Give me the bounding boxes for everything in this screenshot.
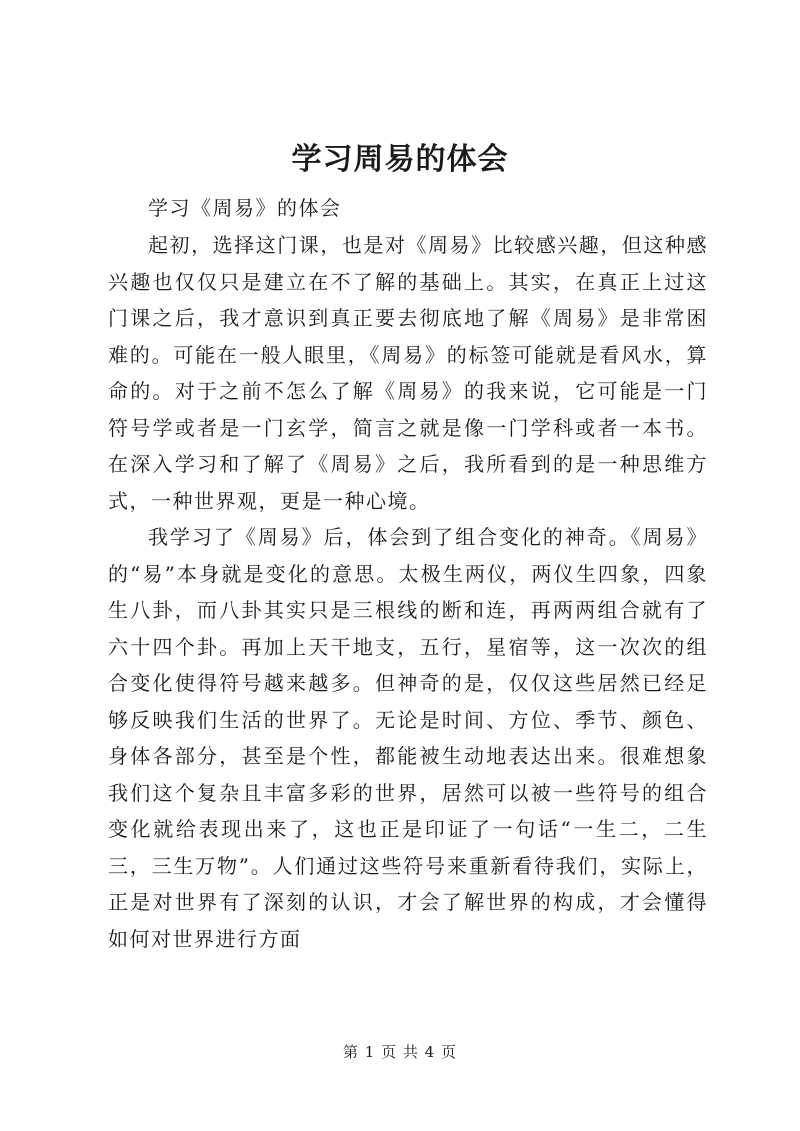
subtitle-paragraph: 学习《周易》的体会 [148, 196, 342, 220]
document-title: 学习周易的体会 [291, 142, 509, 177]
page-number-footer: 第 1 页 共 4 页 [343, 1043, 457, 1061]
body-paragraph: 我学习了《周易》后，体会到了组合变化的神奇。《周易》的“易”本身就是变化的意思。太极生两仪，两仪生四象，四象生八卦，而八卦其实只是三根线的断和连，再两两组合就有了六十四个卦。再加上天干地支，五行，星宿等，这一次次的组合变化使得符号越来越多。但神奇的是，仅仅这些居然已经足够反映我们生活的世界了。无论是时间、方位、季节、颜色、身体各部分，甚至是个性，都能被生动地表达出来。很难想象我们这个复杂且丰富多彩的世界，居然可以被一些符号的组合变化就给表现出来了，这也正是印证了一句话“一生二，二生三，三生万物”。人们通过这些符号来重新看待我们，实际上，正是对世界有了深刻的认识，才会了解世界的构成，才会懂得如何对世界进行方面 [108, 525, 708, 951]
document-body [108, 190, 708, 957]
body-paragraph: 起初，选择这门课，也是对《周易》比较感兴趣，但这种感兴趣也仅仅只是建立在不了解的基础上。其实，在真正上过这门课之后，我才意识到真正要去彻底地了解《周易》是非常困难的。可能在一般人眼里，《周易》的标签可能就是看风水，算命的。对于之前不怎么了解《周易》的我来说，它可能是一门符号学或者是一门玄学，简言之就是像一门学科或者一本书。在深入学习和了解了《周易》之后，我所看到的是一种思维方式，一种世界观，更是一种心境。 [108, 233, 708, 513]
